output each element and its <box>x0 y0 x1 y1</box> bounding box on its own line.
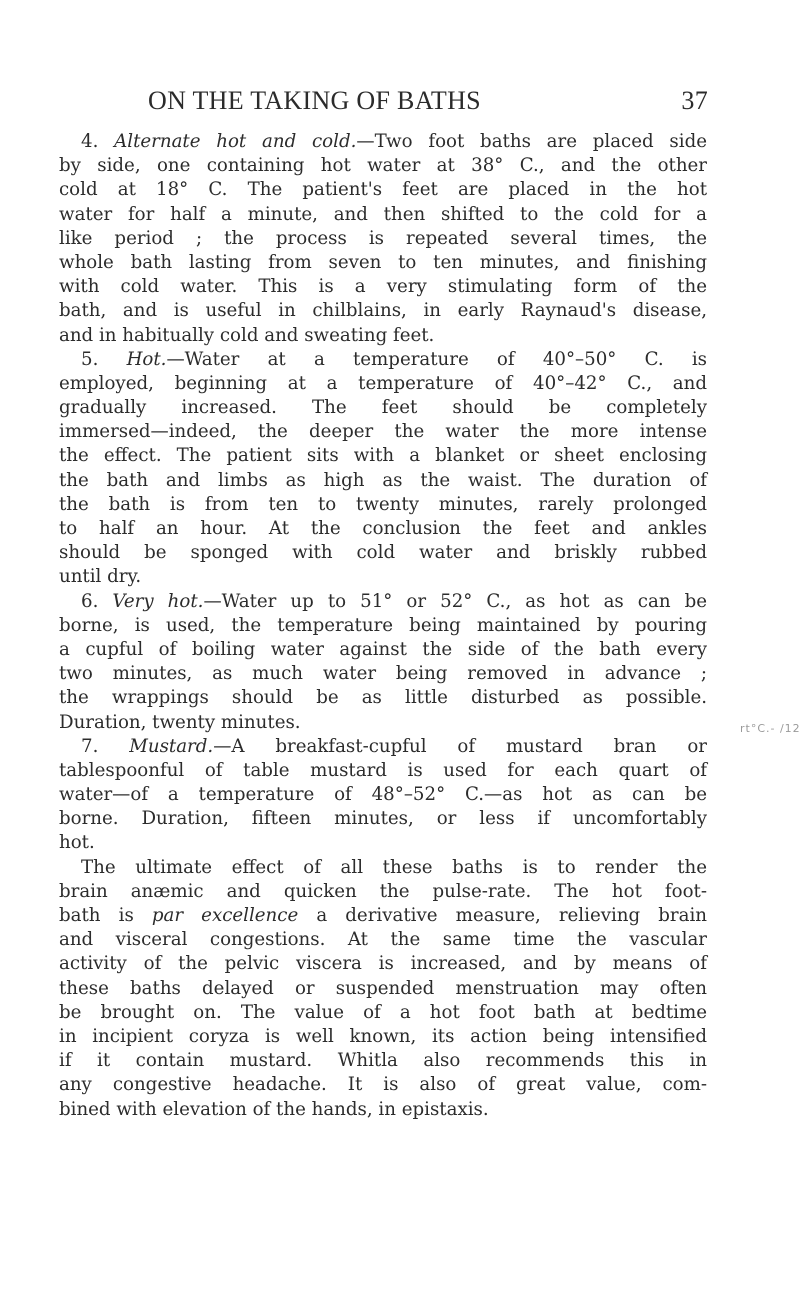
text-run: the bath and limbs as high as the waist. The duration of <box>59 469 707 491</box>
text-line <box>59 977 707 1001</box>
text-line <box>59 372 707 396</box>
text-run: by side, one containing hot water at 38° C., and the other <box>59 155 707 177</box>
italic-run: Very hot. <box>112 590 204 612</box>
text-run: the effect. The patient sits with a blanket or sheet enclosing <box>59 445 707 467</box>
text-line <box>59 831 707 855</box>
text-run: and visceral congestions. At the same time the vascular <box>59 929 707 951</box>
text-line <box>59 711 707 735</box>
text-run: 6. <box>81 590 113 612</box>
text-line <box>59 614 707 638</box>
text-line <box>59 130 707 154</box>
text-run: the bath is from ten to twenty minutes, rarely prolonged <box>59 493 707 515</box>
text-run: a derivative measure, relieving brain <box>298 905 707 926</box>
text-line <box>59 493 707 517</box>
text-line <box>59 517 707 541</box>
text-line <box>59 227 707 251</box>
running-head <box>148 86 708 122</box>
text-run: water for half a minute, and then shifted to the cold for a <box>59 203 707 225</box>
text-line <box>59 203 707 227</box>
text-run: until dry. <box>59 566 142 588</box>
italic-run: Hot. <box>126 348 167 370</box>
text-line <box>59 154 707 178</box>
text-run: bined with elevation of the hands, in epistaxis. <box>59 1098 489 1120</box>
text-run: borne, is used, the temperature being maintained by pouring <box>59 614 707 636</box>
text-run: with cold water. This is a very stimulating form of the <box>59 276 707 298</box>
text-run: gradually increased. The feet should be completely <box>59 397 707 419</box>
text-line <box>59 299 707 323</box>
text-run: like period ; the process is repeated several times, the <box>59 227 707 249</box>
text-run: any congestive headache. It is also of great value, com- <box>59 1074 707 1096</box>
text-run: The ultimate effect of all these baths is to render the <box>81 856 707 878</box>
text-run: water—of a temperature of 48°–52° C.—as hot as can be <box>59 784 707 806</box>
body-text <box>59 130 707 1122</box>
running-head-title: ON THE TAKING OF BATHS <box>148 86 481 115</box>
text-run: bath is <box>59 905 152 926</box>
text-line <box>59 735 707 759</box>
italic-run: par excellence <box>151 905 299 926</box>
text-run: cold at 18° C. The patient's feet are placed in the hot <box>59 179 707 201</box>
text-line <box>59 1025 707 1049</box>
text-line <box>59 1001 707 1025</box>
text-line <box>59 856 707 880</box>
text-run: whole bath lasting from seven to ten minutes, and finishing <box>59 251 707 273</box>
text-run: these baths delayed or suspended menstruation may often <box>59 977 707 999</box>
text-run: brain anæmic and quicken the pulse-rate. The hot foot- <box>59 880 707 902</box>
text-run: immersed—indeed, the deeper the water the more intense <box>59 421 707 443</box>
text-line <box>59 1098 707 1122</box>
text-line <box>59 444 707 468</box>
text-line <box>59 807 707 831</box>
text-run: in incipient coryza is well known, its action being intensified <box>59 1025 707 1047</box>
text-run: —Water up to 51° or 52° C., as hot as can be <box>203 590 708 612</box>
text-run: should be sponged with cold water and briskly rubbed <box>59 542 707 564</box>
page-number: 37 <box>681 86 708 115</box>
text-line <box>59 590 707 614</box>
text-line <box>59 541 707 565</box>
text-line <box>59 348 707 372</box>
text-run: borne. Duration, fifteen minutes, or less if uncomfortably <box>59 808 707 830</box>
text-run: the wrappings should be as little disturbed as possible. <box>59 687 707 709</box>
text-run: be brought on. The value of a hot foot bath at bedtime <box>59 1001 707 1023</box>
text-line <box>59 275 707 299</box>
text-run: Duration, twenty minutes. <box>59 711 301 733</box>
text-run: tablespoonful of table mustard is used for each quart of <box>59 759 707 781</box>
text-run: —Two foot baths are placed side <box>356 131 707 152</box>
text-run: —Water at a temperature of 40°–50° C. is <box>166 348 707 370</box>
text-run: bath, and is useful in chilblains, in early Raynaud's disease, <box>59 300 707 322</box>
text-run: activity of the pelvic viscera is increased, and by means of <box>59 953 707 975</box>
text-line <box>59 662 707 686</box>
text-line <box>59 420 707 444</box>
text-line <box>59 686 707 710</box>
text-run: two minutes, as much water being removed in advance ; <box>59 663 707 685</box>
text-line <box>59 928 707 952</box>
margin-annotation: rt°C.- /12 <box>740 722 801 735</box>
text-line <box>59 1073 707 1097</box>
text-line <box>59 565 707 589</box>
text-line <box>59 178 707 202</box>
text-run: 5. <box>81 348 127 370</box>
text-line <box>59 952 707 976</box>
text-line <box>59 638 707 662</box>
text-run: and in habitually cold and sweating feet. <box>59 324 435 346</box>
text-run: —A breakfast-cupful of mustard bran or <box>213 735 708 757</box>
italic-run: Mustard. <box>129 735 214 757</box>
text-run: 4. <box>81 131 115 152</box>
text-run: if it contain mustard. Whitla also recommends this in <box>59 1050 707 1072</box>
text-line <box>59 1049 707 1073</box>
text-line <box>59 396 707 420</box>
text-line <box>59 783 707 807</box>
italic-run: Alternate hot and cold. <box>114 131 357 152</box>
text-line <box>59 251 707 275</box>
text-line <box>59 759 707 783</box>
text-line <box>59 904 707 928</box>
text-run: 7. <box>81 735 130 757</box>
text-line <box>59 469 707 493</box>
text-line <box>59 324 707 348</box>
text-run: hot. <box>59 832 95 854</box>
text-run: to half an hour. At the conclusion the feet and ankles <box>59 518 707 539</box>
text-run: a cupful of boiling water against the side of the bath every <box>59 638 707 660</box>
text-run: employed, beginning at a temperature of 40°–42° C., and <box>59 372 707 394</box>
text-line <box>59 880 707 904</box>
